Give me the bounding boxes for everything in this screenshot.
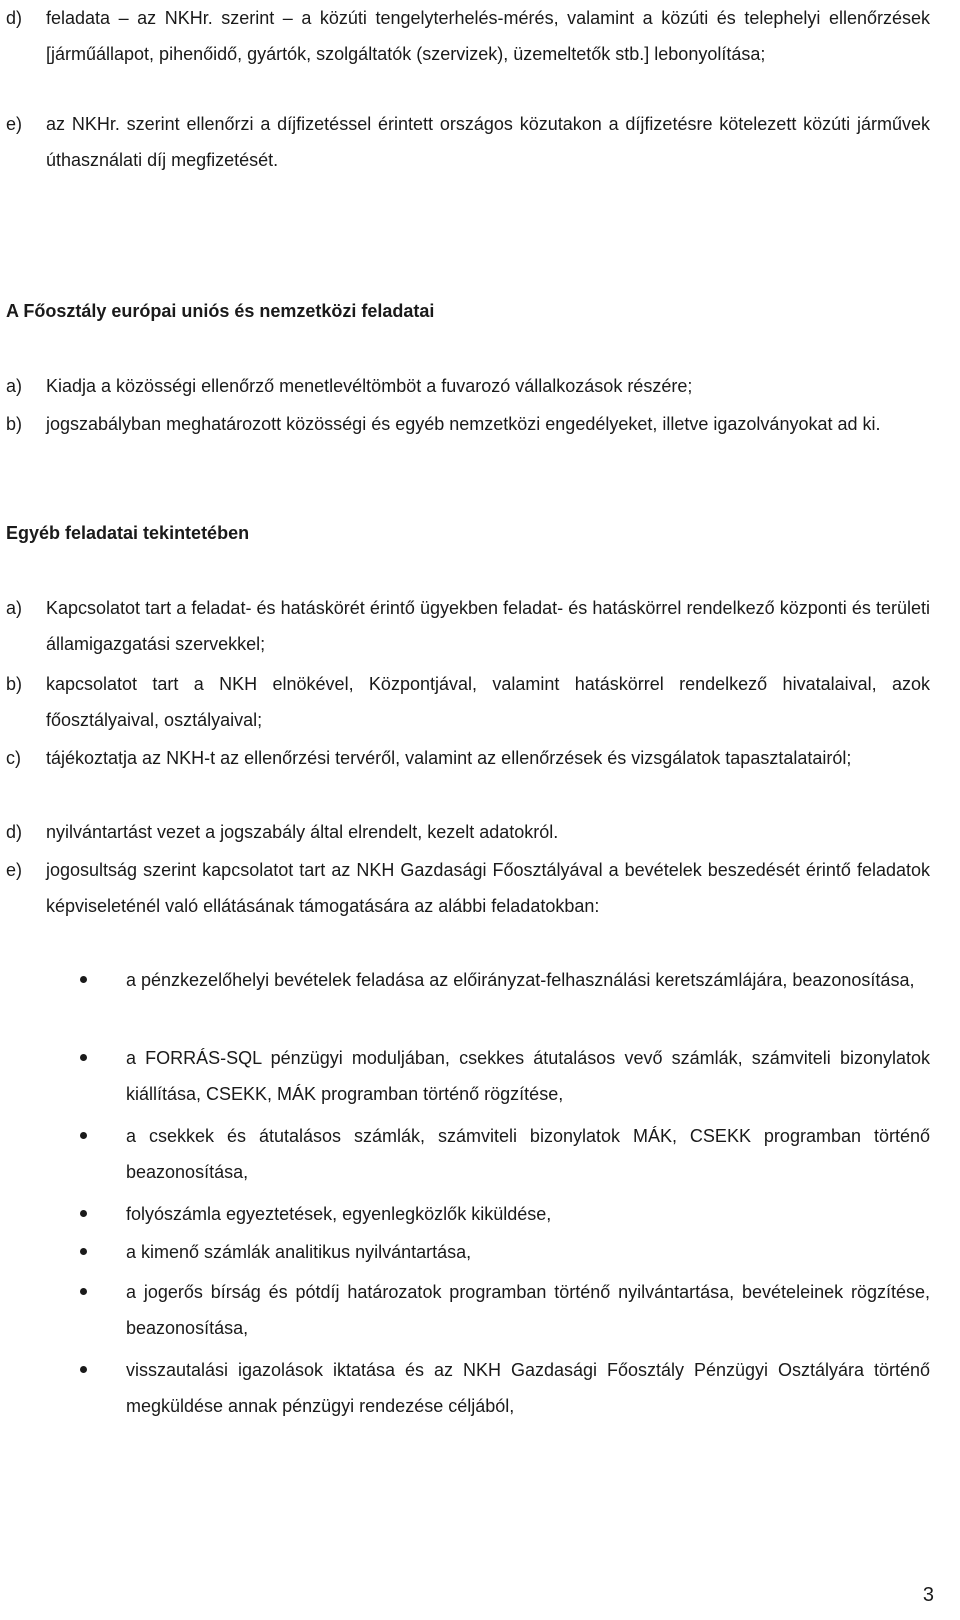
bullet-text: visszautalási igazolások iktatása és az NKH Gazdasági Főosztály Pénzügyi Osztályára történő megküldése annak pénzügyi rendezése céljából, [126, 1360, 930, 1416]
bullet-text: folyószámla egyeztetések, egyenlegközlők kiküldése, [126, 1204, 552, 1224]
bullet-text: a pénzkezelőhelyi bevételek feladása az előirányzat-felhasználási keretszámlájára, beazonosítása, [126, 970, 915, 990]
bullet-item [80, 1040, 930, 1112]
page-number: 3 [922, 1584, 934, 1606]
list-item-d [6, 0, 930, 72]
list-item-text: Kiadja a közösségi ellenőrző menetlevéltömböt a fuvarozó vállalkozások részére; [46, 376, 693, 396]
list-marker: a) [6, 376, 23, 396]
list-item-e [6, 852, 930, 924]
bullet-item [80, 1352, 930, 1424]
list-marker: d) [6, 8, 23, 28]
bullet-dot-icon [80, 1210, 87, 1217]
list-item-text: kapcsolatot tart a NKH elnökével, Központjával, valamint hatáskörrel rendelkező hivatalaival, azok főosztályaival, osztályaival; [46, 674, 930, 730]
list-item-b [6, 406, 930, 442]
list-item-text: jogszabályban meghatározott közösségi és egyéb nemzetközi engedélyeket, illetve igazolványokat ad ki. [46, 414, 881, 434]
list-marker: c) [6, 748, 21, 768]
list-marker: b) [6, 674, 23, 694]
list-item-text: nyilvántartást vezet a jogszabály által elrendelt, kezelt adatokról. [46, 822, 559, 842]
bullet-text: a jogerős bírság és pótdíj határozatok programban történő nyilvántartása, bevételeinek rögzítése, beazonosítása, [126, 1282, 930, 1338]
bullet-text: a kimenő számlák analitikus nyilvántartása, [126, 1242, 472, 1262]
list-marker: e) [6, 114, 23, 134]
list-item-text: tájékoztatja az NKH-t az ellenőrzési tervéről, valamint az ellenőrzések és vizsgálatok tapasztalatairól; [46, 748, 852, 768]
bullet-dot-icon [80, 1054, 87, 1061]
list-item-a [6, 368, 930, 404]
bullet-item [80, 1234, 930, 1270]
list-marker: e) [6, 860, 23, 880]
list-item-e [6, 106, 930, 178]
bullet-item [80, 962, 930, 998]
section-heading-eu-international: A Főosztály európai uniós és nemzetközi feladatai [6, 301, 435, 321]
bullet-dot-icon [80, 1132, 87, 1139]
list-item-c [6, 740, 930, 776]
bullet-item [80, 1196, 930, 1232]
section-heading-other-tasks: Egyéb feladatai tekintetében [6, 523, 250, 543]
bullet-dot-icon [80, 976, 87, 983]
bullet-dot-icon [80, 1366, 87, 1373]
bullet-item [80, 1118, 930, 1190]
list-marker: b) [6, 414, 23, 434]
bullet-dot-icon [80, 1288, 87, 1295]
list-item-b [6, 666, 930, 738]
bullet-item [80, 1274, 930, 1346]
list-item-text: az NKHr. szerint ellenőrzi a díjfizetéssel érintett országos közutakon a díjfizetésre kötelezett közúti járművek úthasználati díj megfizetését. [46, 114, 930, 170]
bullet-dot-icon [80, 1248, 87, 1255]
list-marker: a) [6, 598, 23, 618]
list-item-text: jogosultság szerint kapcsolatot tart az NKH Gazdasági Főosztályával a bevételek beszedését érintő feladatok képviseleténél való ellátásának támogatására az alábbi feladatokban: [46, 860, 930, 916]
bullet-text: a FORRÁS-SQL pénzügyi moduljában, csekkes átutalásos vevő számlák, számviteli bizonylatok kiállítása, CSEKK, MÁK programban történő rögzítése, [126, 1048, 930, 1104]
list-item-text: feladata – az NKHr. szerint – a közúti tengelyterhelés-mérés, valamint a közúti és telephelyi ellenőrzések [járműállapot, pihenőidő, gyártók, szolgáltatók (szervizek), üzemeltetők stb.] lebonyolítása; [46, 8, 930, 64]
bullet-text: a csekkek és átutalásos számlák, számviteli bizonylatok MÁK, CSEKK programban történő beazonosítása, [126, 1126, 930, 1182]
list-item-d [6, 814, 930, 850]
list-item-text: Kapcsolatot tart a feladat- és hatáskörét érintő ügyekben feladat- és hatáskörrel rendelkező központi és területi államigazgatási szervekkel; [46, 598, 930, 654]
list-marker: d) [6, 822, 23, 842]
list-item-a [6, 590, 930, 662]
